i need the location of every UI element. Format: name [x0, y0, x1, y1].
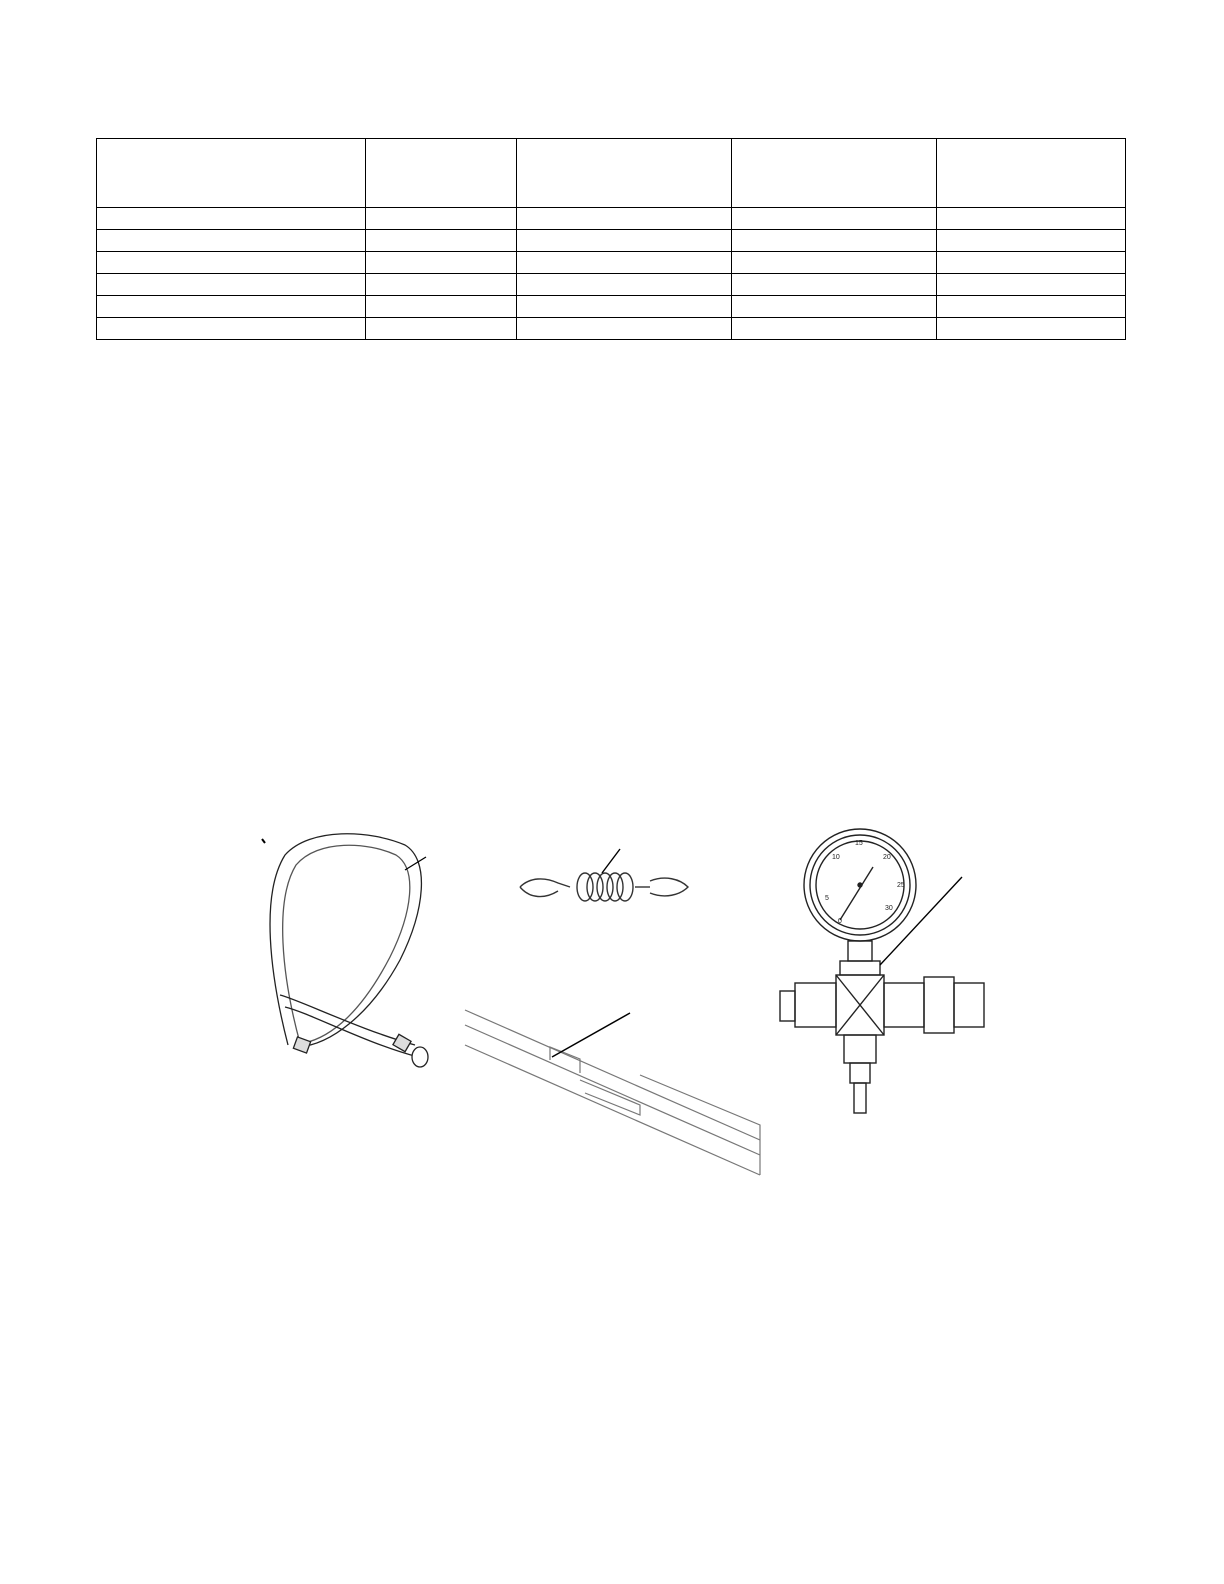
table-row — [97, 208, 1126, 230]
table-cell — [97, 274, 366, 296]
illustrations-svg — [240, 815, 1020, 1185]
table-row — [97, 230, 1126, 252]
gauge-dial-label: 0 — [838, 918, 842, 925]
table-cell — [366, 318, 517, 340]
table-cell — [366, 230, 517, 252]
table-cell — [937, 274, 1126, 296]
table-cell — [517, 274, 732, 296]
table-header-cell — [97, 139, 366, 208]
rail-bar-illustration — [465, 1010, 760, 1175]
table-header-cell — [937, 139, 1126, 208]
hose-illustration — [262, 834, 428, 1067]
pressure-gauge-illustration — [780, 829, 984, 1113]
table-cell — [97, 230, 366, 252]
table-cell — [937, 208, 1126, 230]
table-cell — [937, 230, 1126, 252]
table-header-cell — [366, 139, 517, 208]
table-cell — [366, 296, 517, 318]
parts-table — [96, 138, 1126, 340]
table-row — [97, 318, 1126, 340]
table-cell — [97, 208, 366, 230]
parts-illustrations — [240, 815, 1020, 1185]
table-cell — [732, 274, 937, 296]
table-cell — [937, 252, 1126, 274]
table-cell — [97, 252, 366, 274]
table-cell — [517, 230, 732, 252]
coiled-cable-illustration — [520, 849, 688, 901]
table-cell — [937, 296, 1126, 318]
gauge-dial-label: 10 — [832, 854, 840, 861]
table-cell — [732, 252, 937, 274]
table-cell — [732, 208, 937, 230]
table-cell — [937, 318, 1126, 340]
table-row — [97, 296, 1126, 318]
table-header-cell — [517, 139, 732, 208]
table-row — [97, 274, 1126, 296]
table-header-cell — [732, 139, 937, 208]
table-cell — [366, 252, 517, 274]
table-row — [97, 252, 1126, 274]
table-cell — [732, 318, 937, 340]
table-cell — [517, 296, 732, 318]
table-cell — [366, 208, 517, 230]
gauge-dial-label: 5 — [825, 895, 829, 902]
table-cell — [517, 252, 732, 274]
table-cell — [732, 296, 937, 318]
table-cell — [97, 318, 366, 340]
table-cell — [517, 318, 732, 340]
table-cell — [517, 208, 732, 230]
table-cell — [366, 274, 517, 296]
gauge-dial-label: 15 — [855, 840, 863, 847]
gauge-dial-label: 30 — [885, 905, 893, 912]
table-header-row — [97, 139, 1126, 208]
table-cell — [732, 230, 937, 252]
gauge-dial-label: 20 — [883, 854, 891, 861]
table-cell — [97, 296, 366, 318]
gauge-dial-label: 25 — [897, 882, 905, 889]
